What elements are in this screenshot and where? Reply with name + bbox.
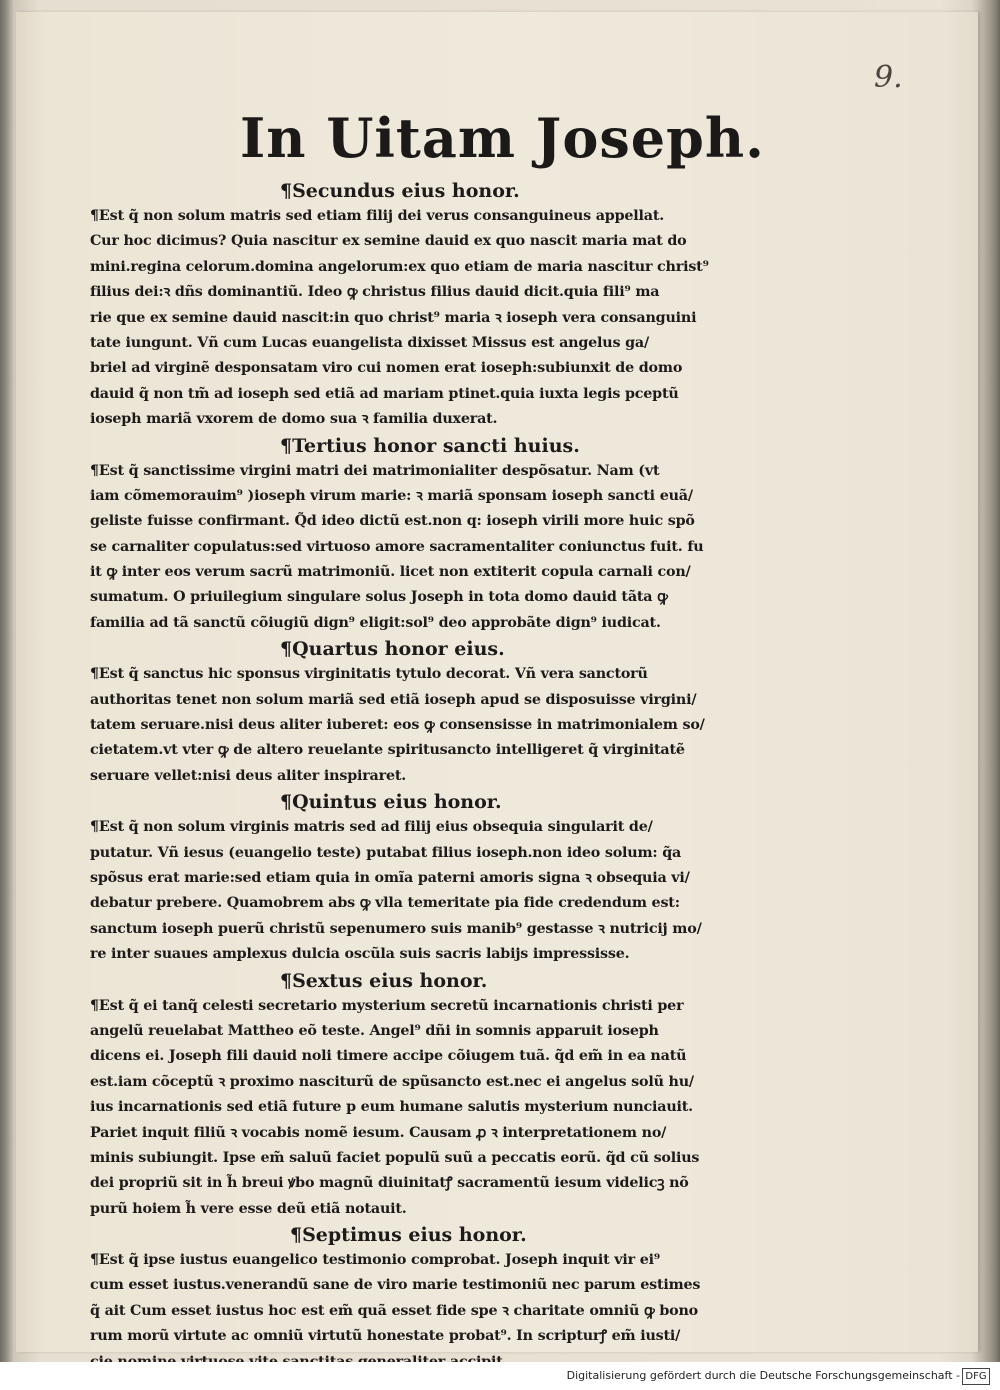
- text-line: sanctum ioseph puerũ christũ sepenumero suis manib⁹ gestasse ꝛ nutricij mo/: [90, 920, 702, 937]
- text-line: Pariet inquit filiũ ꝛ vocabis nomẽ iesum. Causam ꝓ ꝛ interpretationem no/: [90, 1124, 667, 1141]
- section-heading: ¶Quartus honor eius.: [280, 638, 505, 661]
- text-line: briel ad virginẽ desponsatam viro cui nomen erat ioseph:subiunxit de domo: [90, 360, 683, 377]
- text-line: ¶Est q̃ non solum virginis matris sed ad filij eius obsequia singularit de/: [90, 819, 653, 836]
- text-line: ¶Est q̃ sanctus hic sponsus virginitatis tytulo decorat. Vñ vera sanctorũ: [90, 666, 648, 683]
- section-heading: ¶Secundus eius honor.: [280, 180, 520, 202]
- text-line: sumatum. O priuilegium singulare solus Joseph in tota domo dauid tãta ꝙ: [90, 589, 668, 606]
- text-line: purũ hoiem h̃ vere esse deũ etiã notauit.: [90, 1200, 407, 1217]
- section-heading: ¶Quintus eius honor.: [280, 791, 502, 814]
- text-line: putatur. Vñ iesus (euangelio teste) putabat filius ioseph.non ideo solum: q̃a: [90, 844, 682, 861]
- text-line: familia ad tã sanctũ cõiugiũ dign⁹ eligit:sol⁹ deo approbãte dign⁹ iudicat.: [90, 614, 661, 631]
- text-line: spõsus erat marie:sed etiam quia in omĩa paterni amoris signa ꝛ obsequia vi/: [90, 869, 690, 886]
- text-line: se carnaliter copulatus:sed virtuoso amore sacramentaliter coniunctus fuit. fu: [90, 538, 704, 555]
- text-line: ¶Est q̃ ei tanq̃ celesti secretario mysterium secretũ incarnationis christi per: [90, 997, 684, 1014]
- text-line: re inter suaues amplexus dulcia oscũla suis sacris labijs impressisse.: [90, 946, 630, 963]
- text-line: it ꝙ inter eos verum sacrũ matrimoniũ. licet non extiterit copula carnali con/: [90, 564, 691, 581]
- text-line: seruare vellet:nisi deus aliter inspiraret.: [90, 767, 407, 784]
- text-line: geliste fuisse confirmant. Q̃d ideo dictũ est.non q: ioseph virili more huic spõ: [90, 513, 695, 530]
- footer-credit: Digitalisierung gefördert durch die Deutsche Forschungsgemeinschaft -: [566, 1369, 960, 1382]
- text-line: ioseph mariã vxorem de domo sua ꝛ familia duxerat.: [90, 411, 498, 428]
- page-title: In Uitam Joseph.: [240, 106, 765, 170]
- text-line: dauid q̃ non tm̃ ad ioseph sed etiã ad mariam ptinet.quia iuxta legis pceptũ: [90, 385, 679, 402]
- dfg-logo: DFG: [962, 1368, 990, 1385]
- text-line: ius incarnationis sed etiã future p eum humane salutis mysterium nunciauit.: [90, 1099, 693, 1116]
- text-line: est.iam cõceptũ ꝛ proximo nasciturũ de spũsancto est.nec ei angelus solũ hu/: [90, 1073, 694, 1090]
- text-line: debatur prebere. Quamobrem abs ꝙ vlla temeritate pia fide credendum est:: [90, 895, 680, 912]
- folio-number: 9.: [874, 60, 903, 95]
- text-line: mini.regina celorum.domina angelorum:ex quo etiam de maria nascitur christ⁹: [90, 258, 709, 275]
- text-line: cietatem.vt vter ꝙ de altero reuelante spiritusancto intelligeret q̃ virginitatẽ: [90, 742, 685, 759]
- text-line: authoritas tenet non solum mariã sed etiã ioseph apud se disposuisse virgini/: [90, 691, 697, 708]
- text-line: tatem seruare.nisi deus aliter iuberet: eos ꝙ consensisse in matrimonialem so/: [90, 717, 705, 734]
- text-line: filius dei:ꝛ dñs dominantiũ. Ideo ꝙ christus filius dauid dicit.quia fili⁹ ma: [90, 284, 660, 301]
- text-line: minis subiungit. Ipse em̃ saluũ faciet populũ suũ a peccatis eorũ. q̃d cũ solius: [90, 1149, 700, 1166]
- text-line: dicens ei. Joseph fili dauid noli timere accipe cõiugem tuã. q̃d em̃ in ea natũ: [90, 1048, 687, 1065]
- text-line: Cur hoc dicimus? Quia nascitur ex semine dauid ex quo nascit maria mat do: [90, 233, 687, 250]
- text-line: cum esset iustus.venerandũ sane de viro marie testimoniũ nec parum estimes: [90, 1277, 701, 1294]
- text-line: rie que ex semine dauid nascit:in quo christ⁹ maria ꝛ ioseph vera consanguini: [90, 309, 697, 326]
- text-line: q̃ ait Cum esset iustus hoc est em̃ quã esset fide spe ꝛ charitate omniũ ꝙ bono: [90, 1302, 698, 1319]
- footer-bar: [0, 1362, 1000, 1390]
- section-heading: ¶Septimus eius honor.: [290, 1224, 527, 1247]
- text-line: angelũ reuelabat Mattheo eõ teste. Angel⁹ dñi in somnis apparuit ioseph: [90, 1022, 659, 1039]
- text-line: ¶Est q̃ ipse iustus euangelico testimonio comprobat. Joseph inquit vir ei⁹: [90, 1252, 660, 1269]
- text-line: ¶Est q̃ sanctissime virgini matri dei matrimonialiter despõsatur. Nam (vt: [90, 462, 660, 479]
- text-line: tate iungunt. Vñ cum Lucas euangelista dixisset Missus est angelus ga/: [90, 334, 649, 351]
- text-line: dei propriũ sit in h̃ breui ꝟbo magnũ diuinitatꝭ sacramentũ iesum videlicꝫ nõ: [90, 1175, 689, 1192]
- section-heading: ¶Sextus eius honor.: [280, 969, 488, 992]
- text-line: rum morũ virtute ac omniũ virtutũ honestate probat⁹. In scripturꝭ em̃ iusti/: [90, 1328, 681, 1345]
- text-line: iam cõmemorauim⁹ )ioseph virum marie: ꝛ mariã sponsam ioseph sancti euã/: [90, 487, 693, 504]
- section-heading: ¶Tertius honor sancti huius.: [280, 434, 580, 457]
- body-text: [90, 178, 790, 1375]
- text-line: ¶Est q̃ non solum matris sed etiam filij dei verus consanguineus appellat.: [90, 208, 665, 224]
